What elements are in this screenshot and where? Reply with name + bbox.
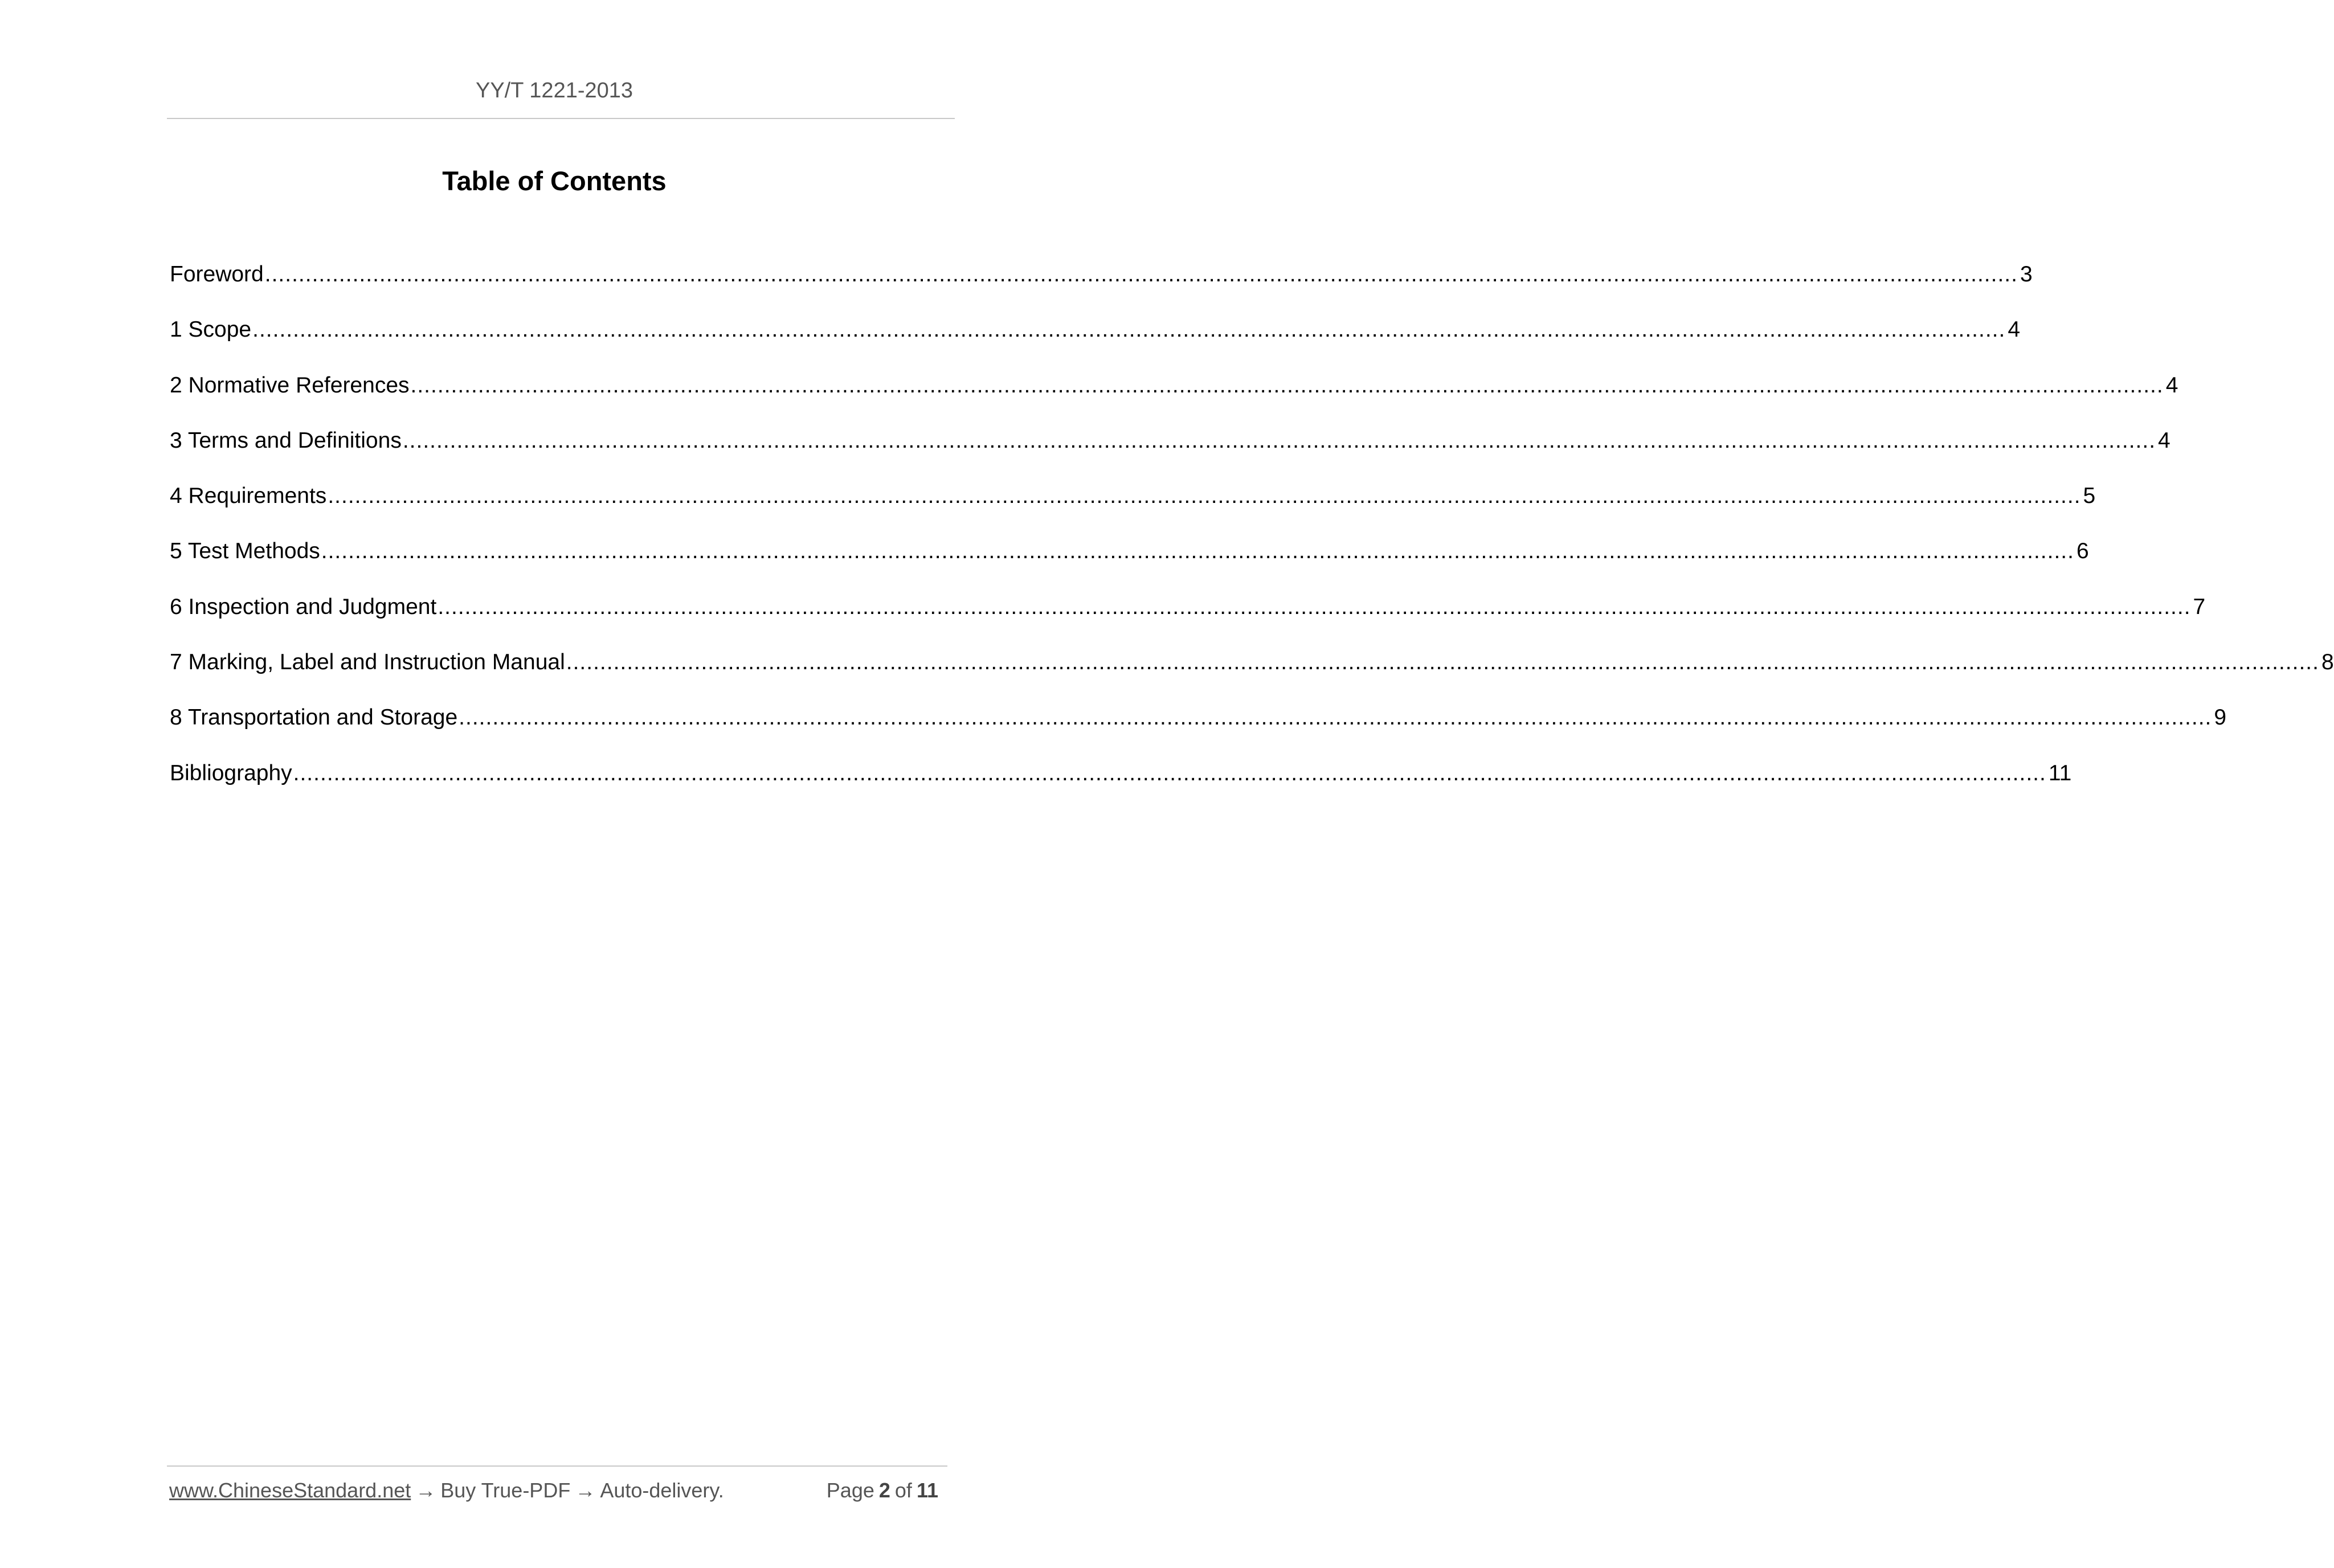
- auto-delivery-text: Auto-delivery.: [600, 1479, 724, 1502]
- total-pages-number: 11: [916, 1479, 938, 1502]
- header-divider: [167, 118, 955, 119]
- arrow-right-icon: →: [575, 1479, 596, 1502]
- toc-dot-leader: ....................................................................................................................................................................................................................................................................: [293, 760, 2046, 785]
- toc-entry-label: 8 Transportation and Storage: [170, 705, 458, 730]
- page-word: Page: [826, 1479, 874, 1502]
- header-doc-code: YY/T 1221-2013: [475, 79, 633, 103]
- toc-entry-normative-references[interactable]: [170, 369, 2178, 424]
- toc-entry-label: 3 Terms and Definitions: [170, 428, 402, 453]
- toc-entry-inspection-and-judgment[interactable]: [170, 590, 2206, 645]
- toc-entry-label: 2 Normative References: [170, 372, 410, 398]
- toc-list: [170, 257, 2334, 812]
- buy-true-pdf-text: Buy True-PDF: [440, 1479, 571, 1502]
- toc-entry-page: 3: [2020, 262, 2033, 286]
- toc-dot-leader: ....................................................................................................................................................................................................................................................................: [438, 594, 2191, 619]
- toc-entry-requirements[interactable]: [170, 479, 2096, 534]
- site-link[interactable]: www.ChineseStandard.net: [169, 1479, 411, 1502]
- toc-entry-foreword[interactable]: [170, 257, 2033, 313]
- current-page-number: 2: [878, 1479, 890, 1502]
- toc-dot-leader: ....................................................................................................................................................................................................................................................................: [566, 650, 2319, 675]
- toc-entry-page: 4: [2158, 428, 2171, 453]
- page-footer: [169, 1479, 949, 1510]
- toc-heading: Table of Contents: [442, 166, 667, 196]
- footer-promo: [169, 1479, 724, 1503]
- toc-dot-leader: ....................................................................................................................................................................................................................................................................: [264, 262, 2018, 286]
- toc-dot-leader: ....................................................................................................................................................................................................................................................................: [321, 539, 2074, 564]
- toc-entry-page: 4: [2165, 372, 2178, 398]
- toc-dot-leader: ....................................................................................................................................................................................................................................................................: [328, 484, 2081, 509]
- toc-entry-bibliography[interactable]: [170, 756, 2072, 812]
- page-number: [827, 1479, 943, 1503]
- toc-dot-leader: ....................................................................................................................................................................................................................................................................: [410, 372, 2164, 398]
- toc-dot-leader: ....................................................................................................................................................................................................................................................................: [459, 705, 2212, 730]
- toc-dot-leader: ....................................................................................................................................................................................................................................................................: [252, 317, 2006, 342]
- toc-entry-label: 1 Scope: [170, 317, 252, 342]
- footer-divider: [167, 1465, 947, 1467]
- of-word: of: [894, 1479, 912, 1502]
- toc-entry-label: 4 Requirements: [170, 484, 327, 509]
- toc-entry-label: 6 Inspection and Judgment: [170, 594, 437, 619]
- toc-entry-page: 7: [2193, 594, 2206, 619]
- toc-entry-label: Foreword: [170, 262, 264, 286]
- toc-entry-scope[interactable]: [170, 313, 2021, 368]
- arrow-right-icon: →: [415, 1479, 436, 1502]
- toc-entry-label: 5 Test Methods: [170, 539, 320, 564]
- toc-entry-transportation-and-storage[interactable]: [170, 701, 2227, 756]
- toc-entry-test-methods[interactable]: [170, 534, 2089, 589]
- toc-entry-terms-and-definitions[interactable]: [170, 424, 2171, 479]
- toc-entry-page: 9: [2214, 705, 2227, 730]
- toc-entry-label: 7 Marking, Label and Instruction Manual: [170, 650, 565, 675]
- toc-entry-page: 8: [2321, 650, 2334, 675]
- toc-dot-leader: ....................................................................................................................................................................................................................................................................: [402, 428, 2156, 453]
- toc-entry-page: 11: [2048, 760, 2072, 785]
- toc-entry-page: 4: [2008, 317, 2021, 342]
- toc-entry-page: 6: [2076, 539, 2089, 564]
- toc-entry-label: Bibliography: [170, 760, 292, 785]
- toc-entry-page: 5: [2083, 484, 2096, 509]
- toc-entry-marking-label-instruction-manual[interactable]: [170, 645, 2334, 701]
